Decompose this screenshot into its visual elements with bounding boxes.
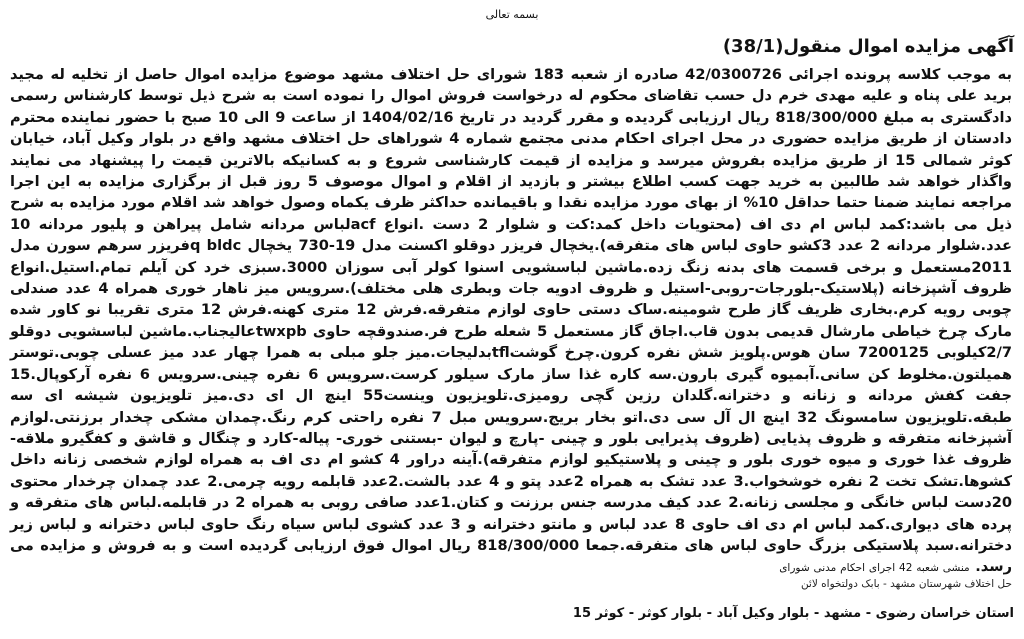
bismillah-title: بسمه تعالی <box>485 8 539 21</box>
notice-text: به موجب کلاسه پرونده اجرائی 42/0300726 صادره از شعبه 183 شورای حل اختلاف مشهد موضوع مزایده اموال حاصل از تخلیه له مجید برید علی پناه و علیه مهدی خرم دل حسب تقاضای محکوم له درخواست فروش اموال را نموده است به شرح ذیل توسط کارشناس رسمی دادگستری به مبلغ 818/300/000 ریال ارزیابی گردیده و مقرر گردید در تاریخ 1404/02/16 از ساعت 9 الی 10 صبح با حضور نماینده محترم دادستان از طریق مزایده حضوری در محل اجرای احکام مدنی مجتمع شماره 4 شوراهای حل اختلاف مشهد واقع در بلوار وکیل آباد، خیابان کوثر شمالی 15 از طریق مزایده بفروش میرسد و مزایده از قیمت کارشناسی شروع و به کسانیکه بالاترین قیمت را پیشنهاد می نمایند واگذار خواهد شد طالبین به خرید جهت کسب اطلاع بیشتر و بازدید از اقلام و اموال موصوف 5 روز قبل از برگزاری مزایده به این اجرا مراجعه نمایند ضمنا حتما حداقل 10% از بهای مورد مزایده نقدا و باقیمانده حداکثر ظرف یکماه وصول خواهد شد اقلام مورد مزایده به شرح ذیل می باشد:کمد لباس ام دی اف (محتویات داخل کمد:کت و شلوار 2 دست .انواع acfلباس مردانه شامل پیراهن و پلیور مردانه 10 عدد.شلوار مردانه 2 عدد 3کشو حاوی لباس های متفرقه).یخچال فریزر دوقلو اکسنت مدل 19-730 یخچال q bldcفریزر سرهم سورن مدل 2011مستعمل و برخی قسمت های بدنه زنگ زده.ماشین لباسشویی اسنوا کولر آبی سوزان 3000.سبزی خرد کن آیلم تمام.استیل.انواع ظروف آشپزخانه (پلاستیک-بلورجات-روبی-استیل و ظروف ادویه جات وبطری هلی مختلف).سرویس میز ناهار خوری همراه 4 عدد صندلی چوبی رویه کرم.بخاری ظریف گاز طرح شومینه.ساک دستی حاوی لوازم متفرقه.فرش 12 متری کهنه.فرش 12 متری تقریبا نو کاور شده مارک چرخ خیاطی مارشال قدیمی بدون قاب.اجاق گاز مستعمل 5 شعله طرح فر.صندوقچه حاوی twxpbعالیجناب.ماشین لباسشویی دوقلو 2/7کیلوبی 7200125 سان هوس.پلویز شش نفره کرون.چرخ گوشتtflبدلیجات.میز جلو مبلی به همرا چهار عدد میز عسلی چوبی.توستر همیلتون.مخلوط کن سانی.آبمیوه گیری بارون.سه کاره غذا ساز مارک سیلور کرست.سرویس 6 نفره چینی.سرویس 6 نفره آرکوپال.15 جفت کفش مردانه و زنانه و دخترانه.گلدان رزین گچی رومیزی.تلویزیون وینست55 اینچ ال ای دی.میز تلویزیون شیشه ای سه طبقه.تلویزیون سامسونگ 32 اینچ ال آل سی دی.اتو بخار بریج.سرویس مبل 7 نفره راحتی کرم رنگ.چمدان مشکی چخدار برزنتی.لوازم آشپزخانه متفرقه و ظروف پذیایی (ظروف پذیرایی بلور و چینی -پارچ و لیوان -بستنی خوری- پیاله-کارد و چنگال و قاشق و کفگیرو ملاقه-ظروف غذا خوری و میوه خوری بلور و چینی و پلاستیکیو لوازم متفرقه).آینه دراور 4 کشو ام دی اف به همراه لوازم شخصی زنانه داخل کشوها.تشک تخت 2 نفره خوشخواب.3 عدد تشک به همراه 2عدد پتو و 4 عدد بالشت.2عدد قابلمه رویه چرمی.2 عدد چمدان چرخدار محتوی 20دست لباس خانگی و مجلسی زنانه.2 عدد کیف مدرسه جنس برزنت و کتان.1عدد صافی روبی به همراه 2 در قابلمه.لباس های متفرقه و پرده های دیواری.کمد لباس ام دی اف حاوی 8 عدد لباس و مانتو دخترانه و 3 عدد کشوی لباس سیاه رنگ حاوی لباس دخترانه و لباس زیر دخترانه.سبد پلاستیکی بزرگ حاوی لباس های متفرقه.جمعا 818/300/000 ریال اموال فوق ارزیابی گردیده است و به فروش و مزایده می رسد. <box>10 66 1013 576</box>
auction-heading: آگهی مزایده اموال منقول(38/1) <box>722 36 1014 57</box>
source-line: حل اختلاف شهرستان مشهد - بابک دولتخواه لائن <box>800 578 1012 590</box>
clerk-signature: منشی شعبه 42 اجرای احکام مدنی شورای <box>779 562 970 575</box>
address-line: استان خراسان رضوی - مشهد - بلوار وکیل آباد - بلوار کوثر - کوثر 15 <box>572 606 1014 621</box>
auction-notice-body <box>10 64 1012 580</box>
